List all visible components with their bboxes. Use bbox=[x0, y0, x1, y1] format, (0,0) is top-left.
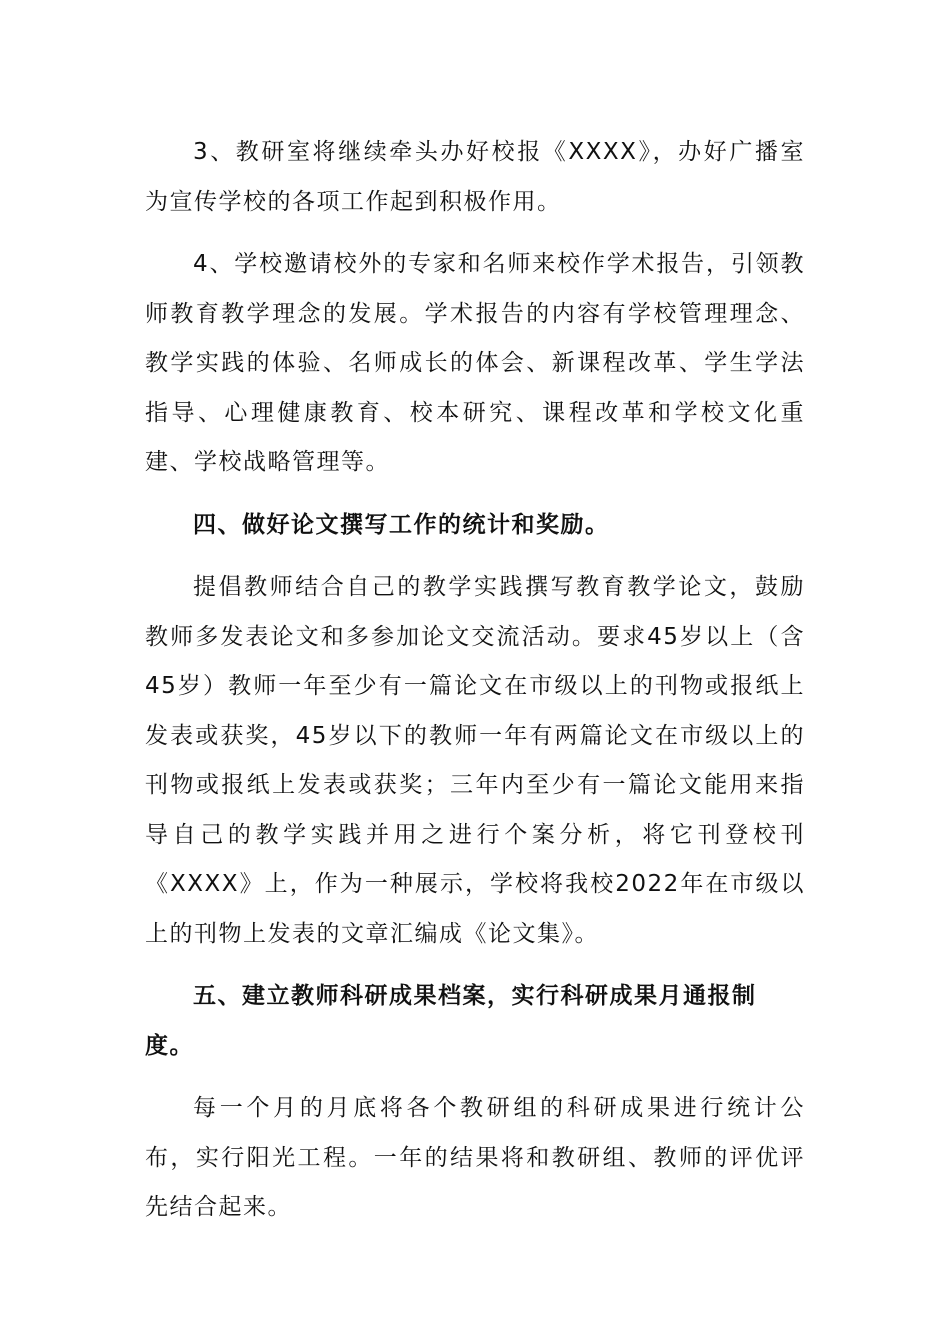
paragraph-monthly-report: 每一个月的月底将各个教研组的科研成果进行统计公布，实行阳光工程。一年的结果将和教研组、教师的评优评先结合起来。 bbox=[145, 1095, 805, 1220]
section-heading-4: 四、做好论文撰写工作的统计和奖励。 bbox=[193, 511, 610, 538]
document-page bbox=[145, 128, 805, 1233]
section-heading-5: 五、建立教师科研成果档案，实行科研成果月通报制度。 bbox=[145, 983, 757, 1059]
paragraph-thesis-writing: 提倡教师结合自己的教学实践撰写教育教学论文，鼓励教师多发表论文和多参加论文交流活动。要求45岁以上（含45岁）教师一年至少有一篇论文在市级以上的刊物或报纸上发表或获奖，45岁以下的教师一年有两篇论文在市级以上的刊物或报纸上发表或获奖；三年内至少有一篇论文能用来指导自己的教学实践并用之进行个案分析，将它刊登校刊《XXXX》上，作为一种展示，学校将我校2022年在市级以上的刊物上发表的文章汇编成《论文集》。 bbox=[145, 574, 805, 947]
paragraph-item-3: 3、教研室将继续牵头办好校报《XXXX》，办好广播室为宣传学校的各项工作起到积极作用。 bbox=[145, 139, 805, 215]
paragraph-item-4: 4、学校邀请校外的专家和名师来校作学术报告，引领教师教育教学理念的发展。学术报告的内容有学校管理理念、教学实践的体验、名师成长的体会、新课程改革、学生学法指导、心理健康教育、校本研究、课程改革和学校文化重建、学校战略管理等。 bbox=[145, 251, 805, 475]
